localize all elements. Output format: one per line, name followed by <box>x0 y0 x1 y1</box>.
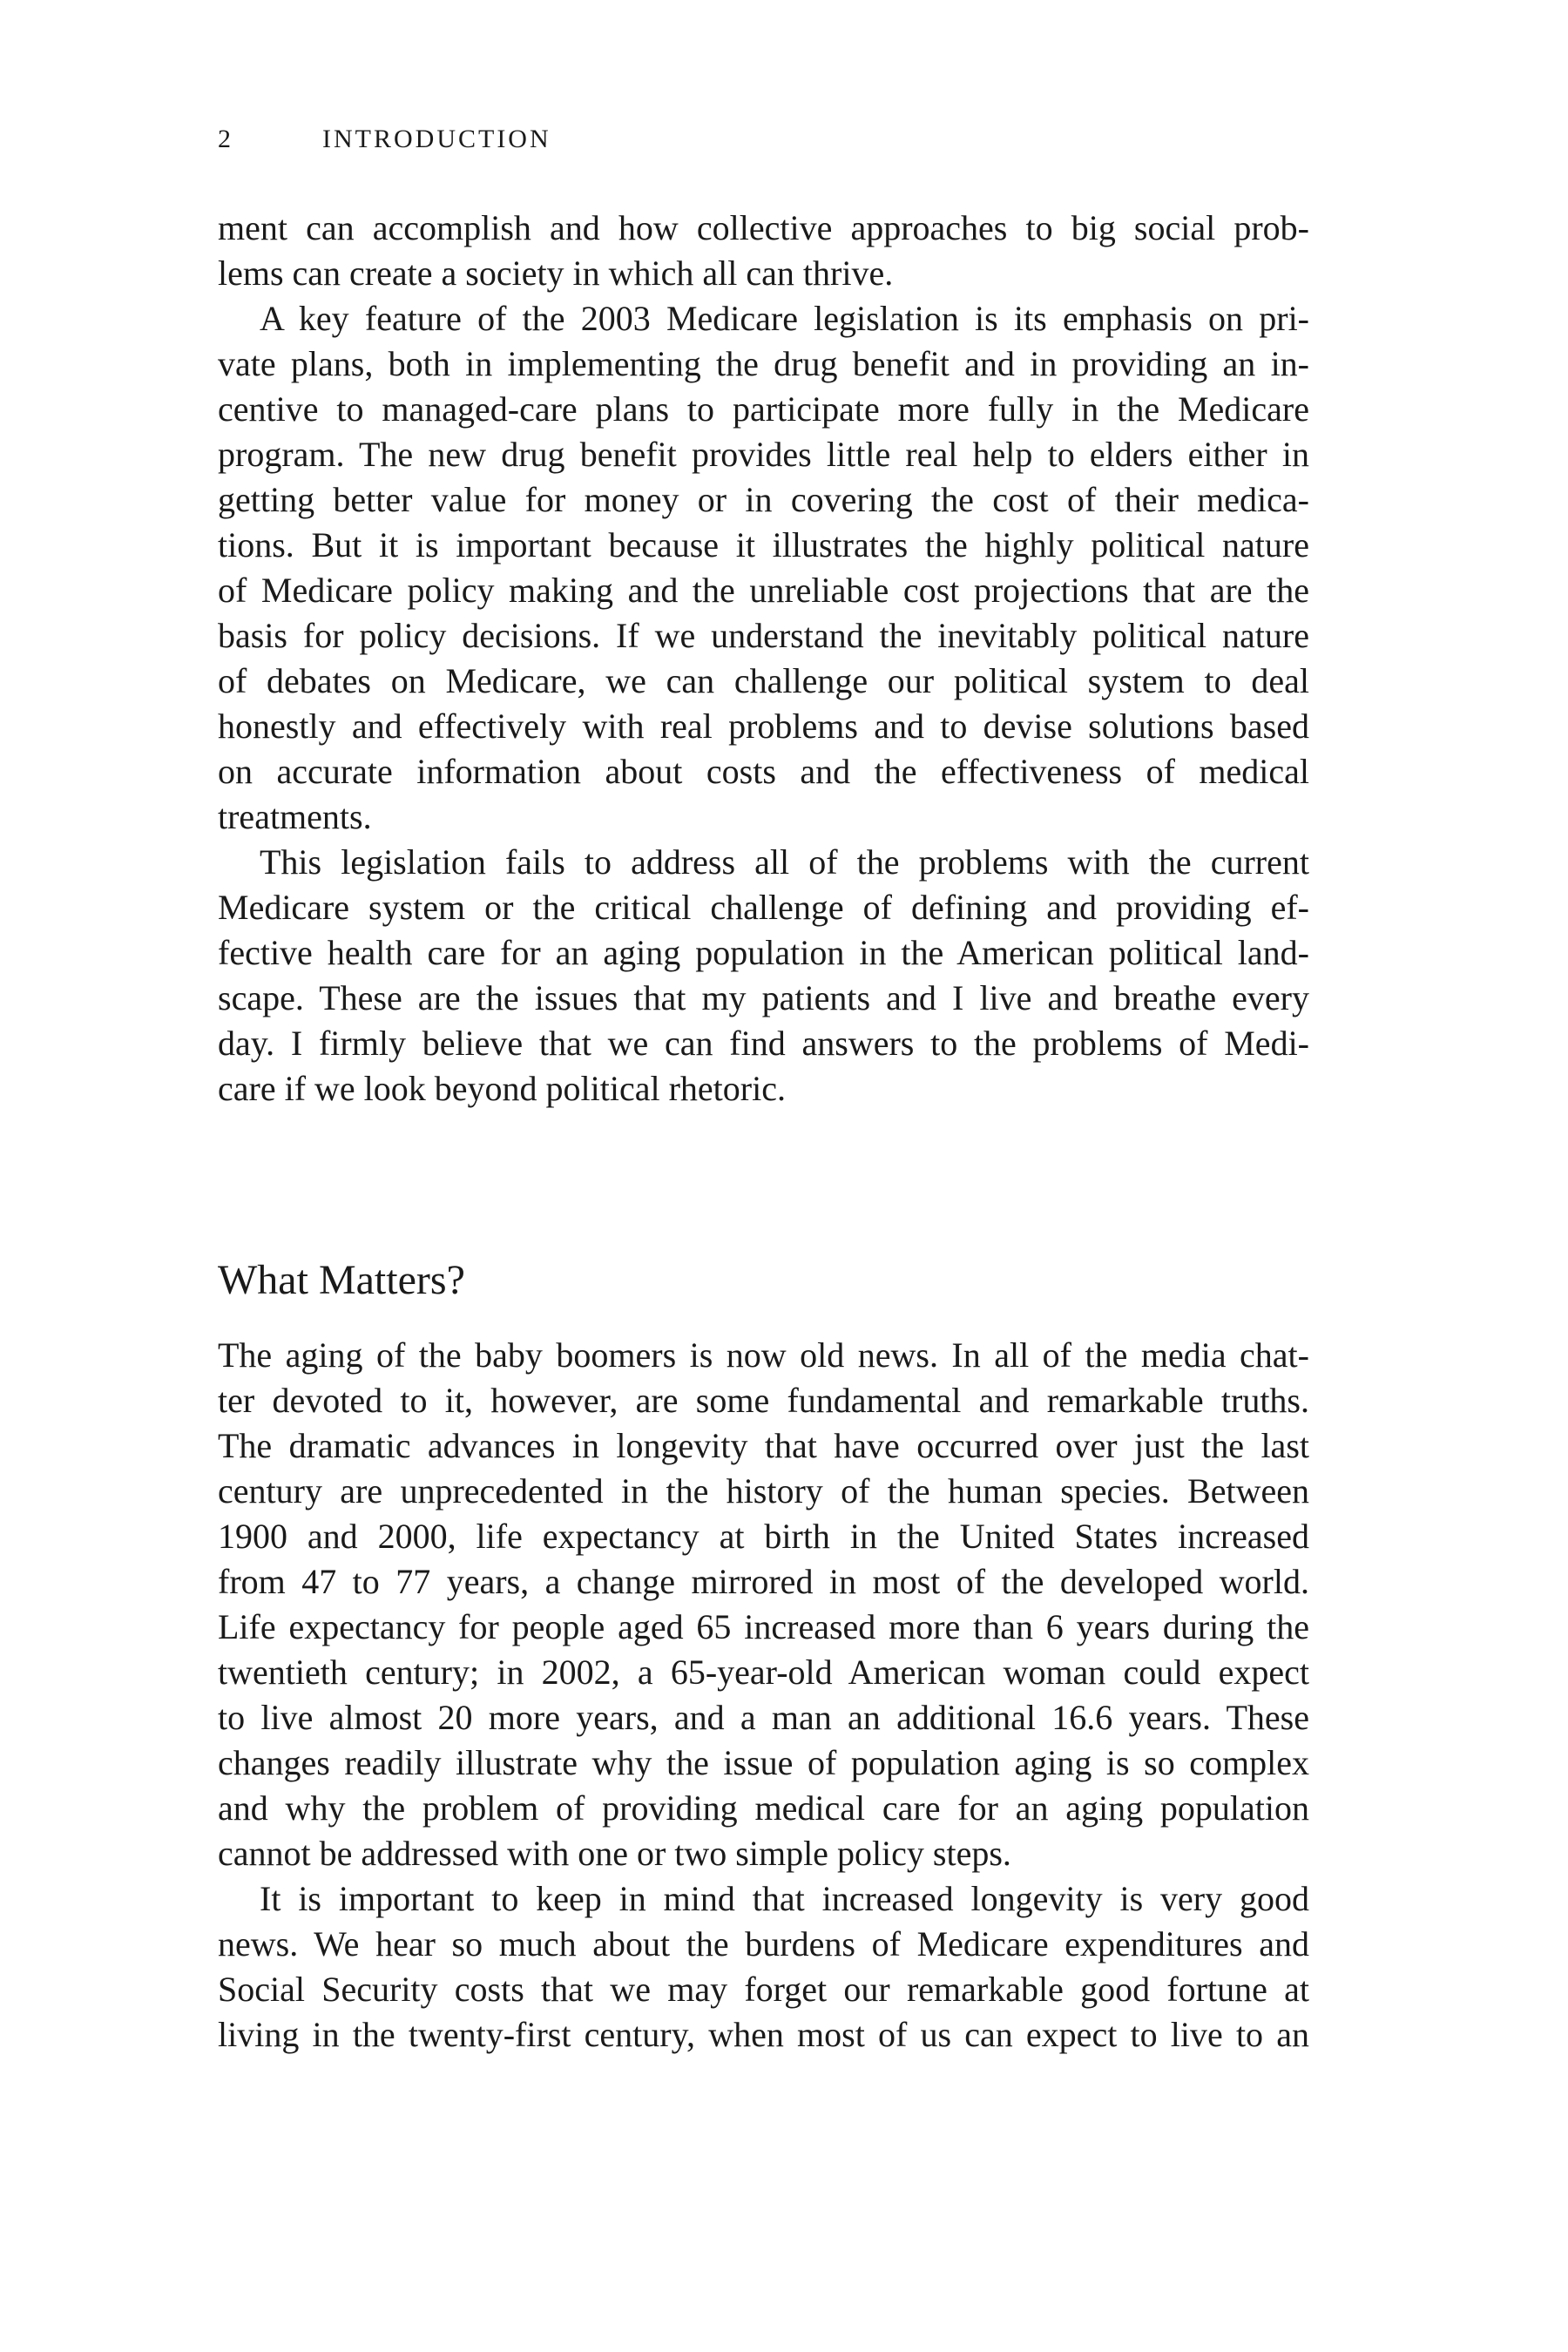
text-line: A key feature of the 2003 Medicare legislation is its emphasis on pri- <box>260 299 1309 338</box>
text-line: day. I firmly believe that we can find answers to the problems of Medi- <box>218 1024 1309 1063</box>
text-line: centive to managed-care plans to participate more fully in the Medicare <box>218 389 1309 429</box>
text-line: to live almost 20 more years, and a man an additional 16.6 years. These <box>218 1698 1309 1737</box>
section-heading: What Matters? <box>218 1257 465 1303</box>
text-line: Medicare system or the critical challenge of defining and providing ef- <box>218 888 1309 927</box>
text-line: twentieth century; in 2002, a 65-year-old American woman could expect <box>218 1652 1309 1692</box>
paragraph <box>218 1876 1309 2058</box>
text-line: century are unprecedented in the history of the human species. Between <box>218 1471 1309 1511</box>
text-line: It is important to keep in mind that increased longevity is very good <box>260 1879 1309 1918</box>
text-line: tions. But it is important because it illustrates the highly political nature <box>218 525 1309 564</box>
text-line: living in the twenty-first century, when most of us can expect to live to an <box>218 2015 1309 2054</box>
paragraph-continuation <box>218 206 1309 296</box>
section-2-body <box>218 1333 1309 2058</box>
paragraph <box>218 1333 1309 1876</box>
text-line: basis for policy decisions. If we understand the inevitably political nature <box>218 616 1309 655</box>
paragraph <box>218 840 1309 1112</box>
running-head-title: INTRODUCTION <box>322 125 551 153</box>
text-line: care if we look beyond political rhetoric. <box>218 1069 786 1108</box>
text-line: getting better value for money or in covering the cost of their medica- <box>218 480 1309 519</box>
text-line: treatments. <box>218 797 372 836</box>
text-line: The dramatic advances in longevity that have occurred over just the last <box>218 1426 1309 1465</box>
text-line: The aging of the baby boomers is now old news. In all of the media chat- <box>218 1335 1309 1375</box>
text-line: changes readily illustrate why the issue of population aging is so complex <box>218 1743 1309 1782</box>
running-head <box>218 122 551 157</box>
text-line: and why the problem of providing medical care for an aging population <box>218 1788 1309 1828</box>
text-line: from 47 to 77 years, a change mirrored in most of the developed world. <box>218 1562 1309 1601</box>
text-line: vate plans, both in implementing the drug benefit and in providing an in- <box>218 344 1309 383</box>
text-line: lems can create a society in which all can thrive. <box>218 253 894 293</box>
text-line: ter devoted to it, however, are some fundamental and remarkable truths. <box>218 1381 1309 1420</box>
text-line: fective health care for an aging population in the American political land- <box>218 933 1309 972</box>
paragraph <box>218 296 1309 840</box>
text-line: 1900 and 2000, life expectancy at birth in the United States increased <box>218 1517 1309 1556</box>
text-line: of debates on Medicare, we can challenge our political system to deal <box>218 661 1309 700</box>
text-line: of Medicare policy making and the unreliable cost projections that are the <box>218 571 1309 610</box>
section-1-body <box>218 206 1309 1112</box>
text-line: cannot be addressed with one or two simple policy steps. <box>218 1834 1011 1873</box>
text-line: program. The new drug benefit provides little real help to elders either in <box>218 435 1309 474</box>
text-line: on accurate information about costs and the effectiveness of medical <box>218 752 1309 791</box>
text-line: honestly and effectively with real problems and to devise solutions based <box>218 706 1309 746</box>
text-line: ment can accomplish and how collective approaches to big social prob- <box>218 208 1309 247</box>
text-line: This legislation fails to address all of the problems with the current <box>260 842 1309 882</box>
text-line: Life expectancy for people aged 65 increased more than 6 years during the <box>218 1607 1309 1646</box>
text-line: scape. These are the issues that my patients and I live and breathe every <box>218 978 1309 1017</box>
text-line: news. We hear so much about the burdens of Medicare expenditures and <box>218 1924 1309 1963</box>
text-line: Social Security costs that we may forget our remarkable good fortune at <box>218 1970 1309 2009</box>
page-number: 2 <box>218 125 233 153</box>
